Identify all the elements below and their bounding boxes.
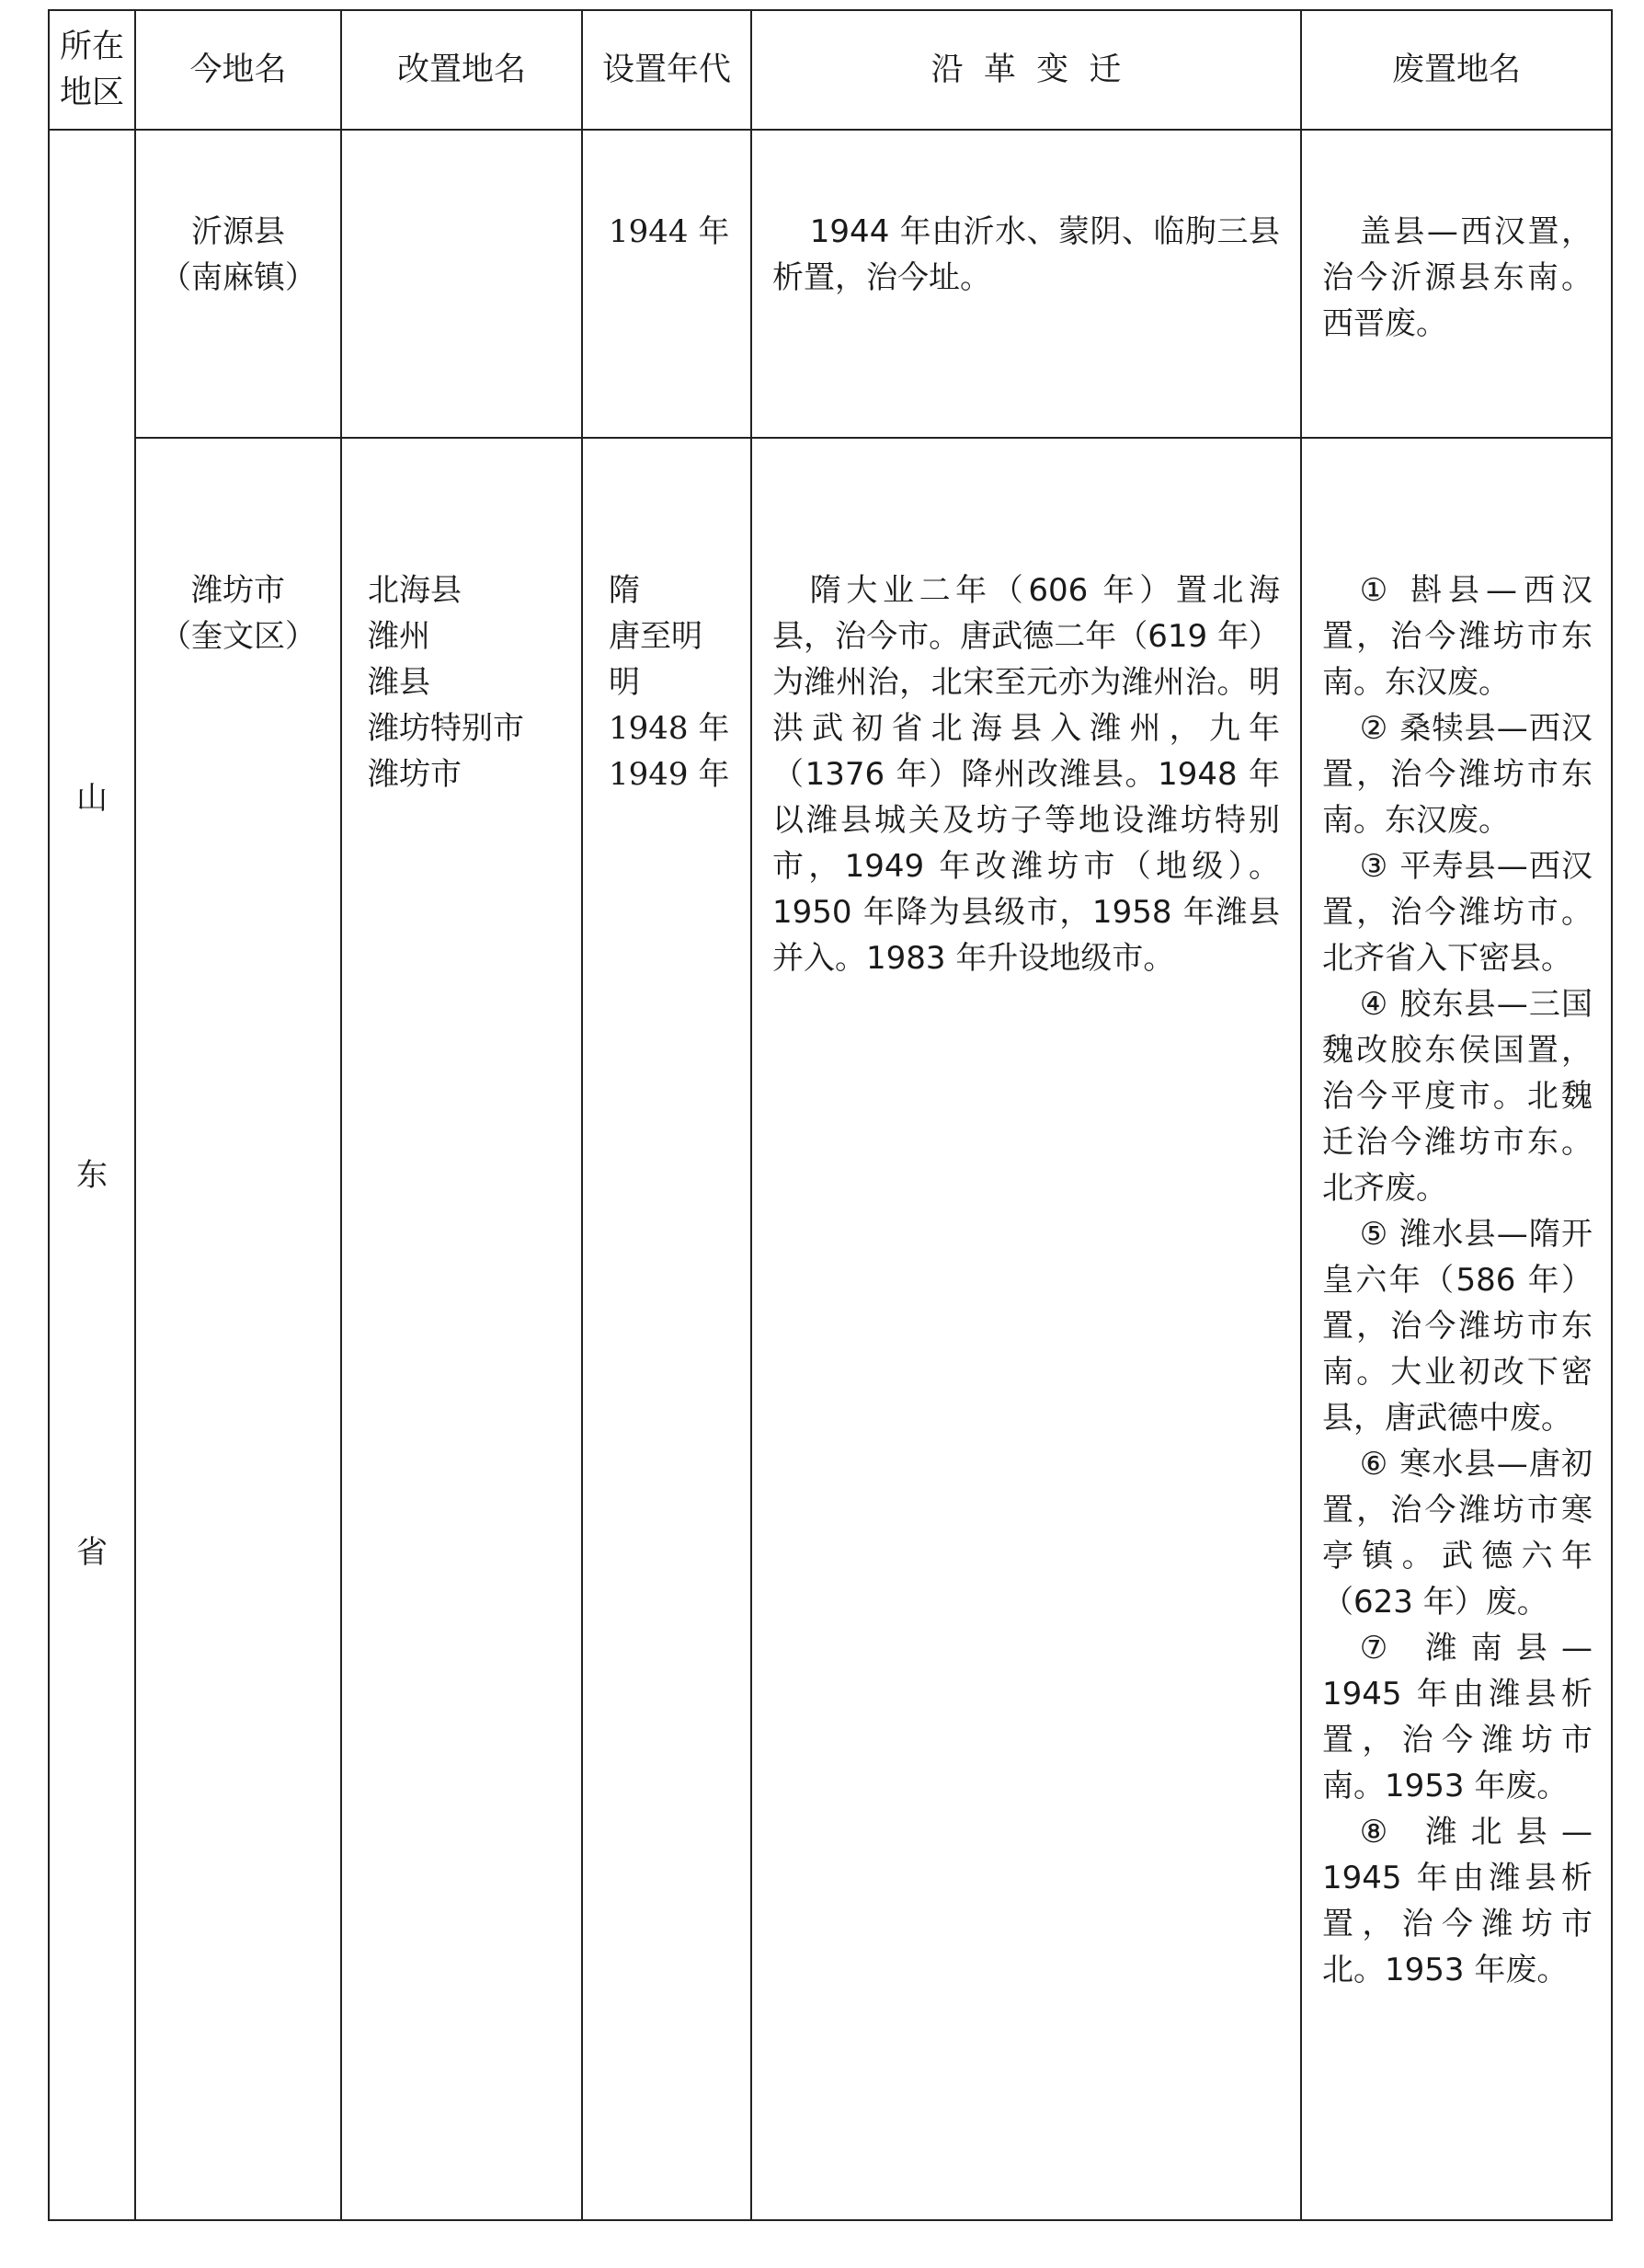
- renamed-cell: [341, 130, 582, 438]
- established-item: 1949 年: [609, 756, 730, 793]
- current-name-cell: [135, 130, 341, 438]
- history-cell: [751, 438, 1301, 2220]
- header-region-line-2: 地区: [59, 74, 124, 111]
- abolished-entry: ⑥ 寒水县—唐初置，治今潍坊市寒亭镇。武德六年（623 年）废。: [1322, 1446, 1593, 1621]
- current-name: 潍坊市: [191, 572, 285, 609]
- header-abolished: 废置地名: [1301, 10, 1612, 130]
- current-name-seat: （奎文区）: [160, 618, 316, 655]
- abolished-entry: ⑦ 潍南县—1945 年由潍县析置，治今潍坊市南。1953 年废。: [1322, 1630, 1593, 1804]
- established-item: 隋: [609, 572, 640, 609]
- renamed-item: 北海县: [368, 572, 462, 609]
- region-char: 东: [76, 1156, 108, 1194]
- abolished-entry: ② 桑犊县—西汉置，治今潍坊市东南。东汉废。: [1322, 710, 1593, 839]
- renamed-item: 潍坊市: [368, 756, 462, 793]
- gazetteer-table: [48, 9, 1613, 2221]
- established-cell: [582, 130, 751, 438]
- history-cell: [751, 130, 1301, 438]
- region-char: 山: [76, 779, 108, 817]
- abolished-entry: ⑤ 潍水县—隋开皇六年（586 年）置，治今潍坊市东南。大业初改下密县，唐武德中废。: [1322, 1216, 1593, 1437]
- abolished-entry: ① 斟县—西汉置，治今潍坊市东南。东汉废。: [1322, 572, 1593, 701]
- region-cell: [49, 130, 135, 2220]
- current-name: 沂源县: [191, 213, 285, 250]
- established-cell: [582, 438, 751, 2220]
- current-name-seat: （南麻镇）: [160, 259, 316, 296]
- renamed-item: 潍县: [368, 664, 430, 701]
- abolished-entry: ④ 胶东县—三国魏改胶东侯国置，治今平度市。北魏迁治今潍坊市东。北齐废。: [1322, 986, 1593, 1207]
- abolished-entry: 盖县—西汉置，治今沂源县东南。西晋废。: [1322, 213, 1593, 342]
- abolished-entry: ⑧ 潍北县—1945 年由潍县析置，治今潍坊市北。1953 年废。: [1322, 1814, 1593, 1988]
- abolished-cell: [1301, 130, 1612, 438]
- renamed-item: 潍坊特别市: [368, 710, 524, 747]
- renamed-item: 潍州: [368, 618, 430, 655]
- renamed-cell: [341, 438, 582, 2220]
- header-current-name: 今地名: [135, 10, 341, 130]
- history-text: 隋大业二年（606 年）置北海县，治今市。唐武德二年（619 年）为潍州治，北宋至元亦为潍州治。明洪武初省北海县入潍州，九年（1376 年）降州改潍县。1948 年以潍县城关及坊子等地设潍坊特别市，1949 年改潍坊市（地级）。1950 年降为县级市，1958 年潍县并入。1983 年升设地级市。: [772, 572, 1280, 977]
- header-region: [49, 10, 135, 130]
- header-established: 设置年代: [582, 10, 751, 130]
- established-item: 唐至明: [609, 618, 702, 655]
- header-renamed: 改置地名: [341, 10, 582, 130]
- established-item: 1948 年: [609, 710, 730, 747]
- abolished-entry: ③ 平寿县—西汉置，治今潍坊市。北齐省入下密县。: [1322, 848, 1593, 977]
- table-row: [49, 438, 1612, 2220]
- abolished-cell: [1301, 438, 1612, 2220]
- current-name-cell: [135, 438, 341, 2220]
- header-row: [49, 10, 1612, 130]
- gazetteer-page: [48, 9, 1611, 2221]
- established-year: 1944 年: [609, 213, 730, 250]
- header-history: 沿 革 变 迁: [751, 10, 1301, 130]
- header-region-line-1: 所在: [59, 29, 124, 65]
- table-row: [49, 130, 1612, 438]
- history-text: 1944 年由沂水、蒙阴、临朐三县析置，治今址。: [772, 213, 1280, 296]
- established-item: 明: [609, 664, 640, 701]
- region-char: 省: [76, 1533, 108, 1571]
